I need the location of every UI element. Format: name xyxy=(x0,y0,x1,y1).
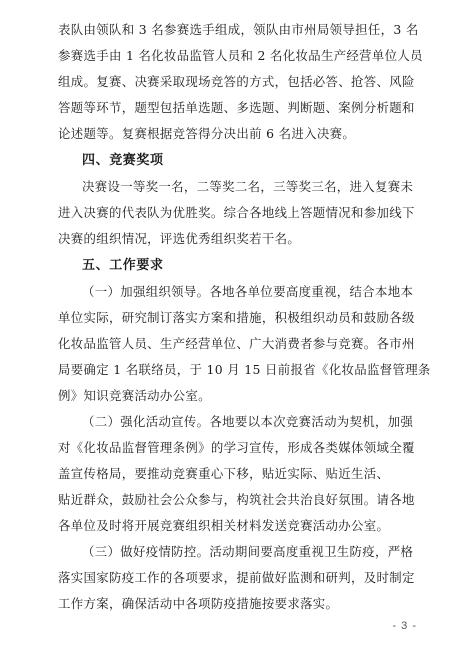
section-heading-requirements: 五、工作要求 xyxy=(82,258,164,273)
page-number: - 3 - xyxy=(392,620,417,632)
body-text-line: 例》知识竞赛活动办公室。 xyxy=(58,388,211,403)
body-text-line: 落实国家防疫工作的各项要求，提前做好监测和研判，及时制定 xyxy=(58,570,415,585)
body-text-line: 单位实际，研究制订落实方案和措施，积极组织动员和鼓励各级 xyxy=(58,310,415,325)
section-heading-awards: 四、竞赛奖项 xyxy=(82,153,164,168)
body-text-line: 参赛选手由 1 名化妆品监管人员和 2 名化妆品生产经营单位人员 xyxy=(58,48,423,63)
body-text-line: 化妆品监管人员、生产经营单位、广大消费者参与竞赛。各市州 xyxy=(58,336,415,351)
body-text-line: 工作方案，确保活动中各项防疫措施按要求落实。 xyxy=(58,596,339,611)
body-text-line: 对《化妆品监督管理条例》的学习宣传，形成各类媒体领域全覆 xyxy=(58,440,415,455)
body-text-line: 进入决赛的代表队为优胜奖。综合各地线上答题情况和参加线下 xyxy=(58,205,415,220)
body-text-line: （三）做好疫情防控。活动期间要高度重视卫生防疫，严格 xyxy=(82,544,414,559)
body-text-line: 各单位及时将开展竞赛组织相关材料发送竞赛活动办公室。 xyxy=(58,518,390,533)
body-text-line: 答题等环节，题型包括单选题、多选题、判断题、案例分析题和 xyxy=(58,100,415,115)
body-text-line: 论述题等。复赛根据竞答得分决出前 6 名进入决赛。 xyxy=(58,126,356,141)
body-text-line: （一）加强组织领导。各地各单位要高度重视，结合本地本 xyxy=(82,284,414,299)
body-text-line: 组成。复赛、决赛采取现场竞答的方式，包括必答、抢答、风险 xyxy=(58,74,415,89)
body-text-line: （二）强化活动宣传。各地要以本次竞赛活动为契机，加强 xyxy=(82,414,414,429)
body-text-line: 表队由领队和 3 名参赛选手组成，领队由市州局领导担任，3 名 xyxy=(58,22,419,37)
body-text-line: 盖宣传格局，要推动竞赛重心下移，贴近实际、贴近生活、 xyxy=(58,466,390,481)
body-text-line: 决赛的组织情况，评选优秀组织奖若干名。 xyxy=(58,231,301,246)
body-text-line: 局要确定 1 名联络员，于 10 月 15 日前报省《化妆品监督管理条 xyxy=(58,362,431,377)
body-text-line: 决赛设一等奖一名，二等奖二名，三等奖三名，进入复赛未 xyxy=(82,179,414,194)
body-text-line: 贴近群众，鼓励社会公众参与，构筑社会共治良好氛围。请各地 xyxy=(58,492,415,507)
